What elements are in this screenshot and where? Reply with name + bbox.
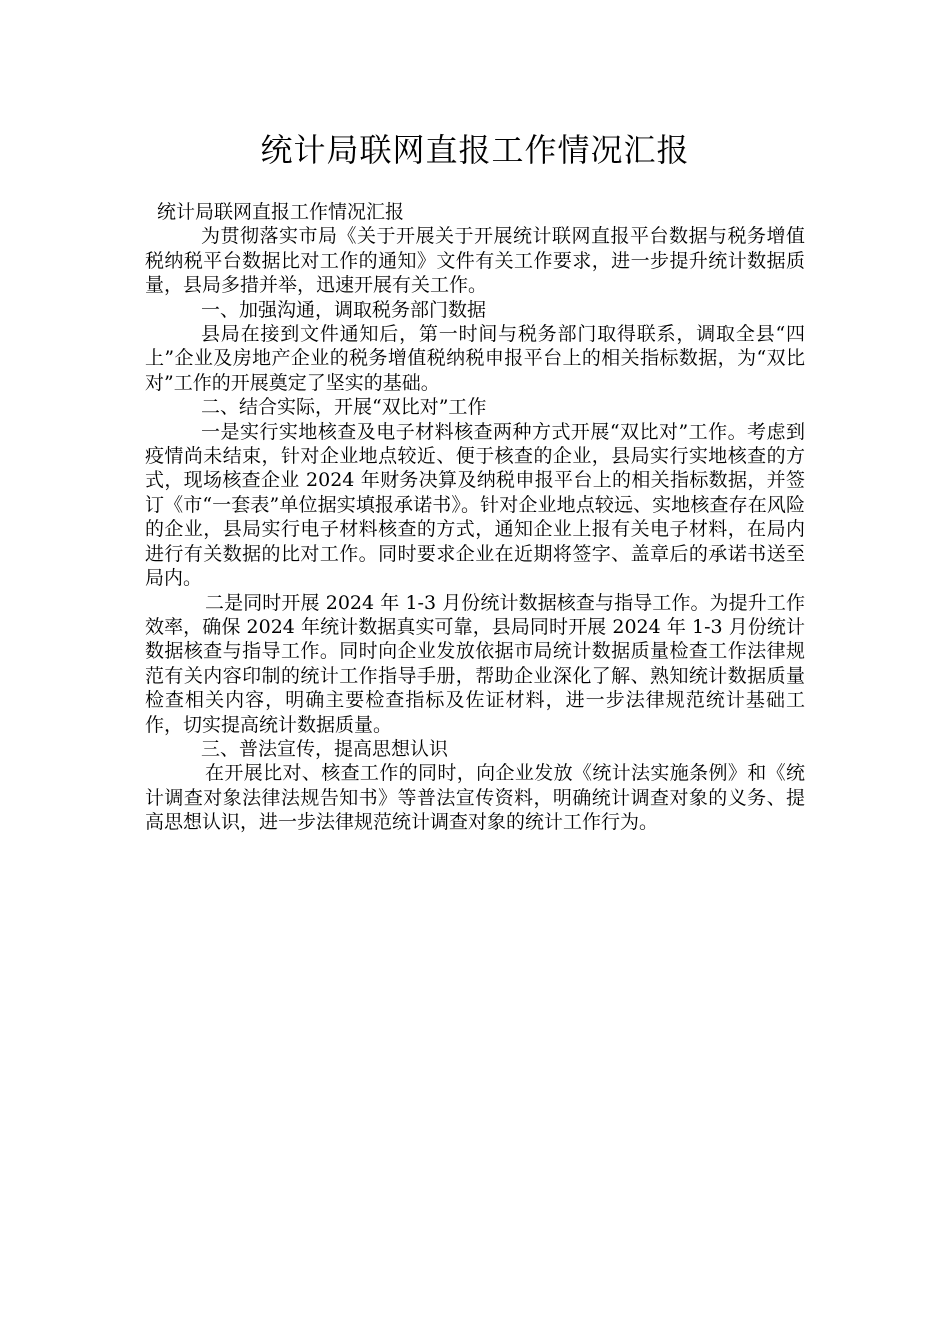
document-body [145, 200, 805, 835]
body-heading: 统计局联网直报工作情况汇报 [157, 201, 405, 223]
section-heading-2: 二、结合实际，开展“双比对”工作 [201, 396, 487, 419]
section-heading-3: 三、普法宣传，提高思想认识 [201, 737, 449, 760]
paragraph-section-1: 县局在接到文件通知后，第一时间与税务部门取得联系，调取全县“四上”企业及房地产企业的税务增值税纳税申报平台上的相关指标数据，为“双比对”工作的开展奠定了坚实的基础。 [145, 323, 805, 394]
document-title: 统计局联网直报工作情况汇报 [260, 131, 690, 169]
paragraph-intro: 为贯彻落实市局《关于开展关于开展统计联网直报平台数据与税务增值税纳税平台数据比对工作的通知》文件有关工作要求，进一步提升统计数据质量，县局多措并举，迅速开展有关工作。 [145, 225, 805, 297]
paragraph-section-2b: 二是同时开展 2024 年 1-3 月份统计数据核查与指导工作。为提升工作效率，确保 2024 年统计数据真实可靠，县局同时开展 2024 年 1-3 月份统计数据核查与指导工作。同时向企业发放依据市局统计数据质量检查工作法律规范有关内容印制的统计工作指导手册，帮助企业深化了解、熟知统计数据质量检查相关内容，明确主要检查指标及佐证材料，进一步法律规范统计基础工作，切实提高统计数据质量。 [145, 591, 805, 736]
section-heading-1: 一、加强沟通，调取税务部门数据 [201, 298, 487, 321]
paragraph-section-3: 在开展比对、核查工作的同时，向企业发放《统计法实施条例》和《统计调查对象法律法规告知书》等普法宣传资料，明确统计调查对象的义务、提高思想认识，进一步法律规范统计调查对象的统计工作行为。 [145, 762, 805, 834]
paragraph-section-2a: 一是实行实地核查及电子材料核查两种方式开展“双比对”工作。考虑到疫情尚未结束，针对企业地点较近、便于核查的企业，县局实行实地核查的方式，现场核查企业 2024 年财务决算及纳税申报平台上的相关指标数据，并签订《市“一套表”单位据实填报承诺书》。针对企业地点较远、实地核查存在风险的企业，县局实行电子材料核查的方式，通知企业上报有关电子材料，在局内进行有关数据的比对工作。同时要求企业在近期将签字、盖章后的承诺书送至局内。 [145, 420, 805, 590]
